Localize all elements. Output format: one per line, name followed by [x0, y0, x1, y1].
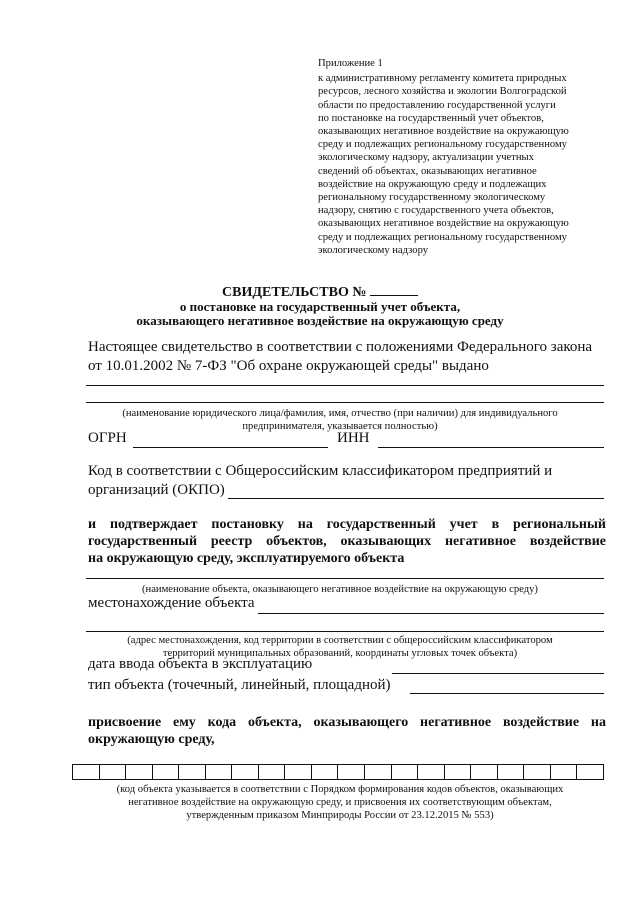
object-code-cell[interactable] [551, 765, 578, 779]
object-code-cell[interactable] [524, 765, 551, 779]
entity-field-line-2[interactable] [86, 402, 604, 403]
certificate-number-field[interactable] [370, 283, 418, 296]
appendix-block [318, 57, 608, 257]
object-code-cell[interactable] [418, 765, 445, 779]
appendix-line: по постановке на государственный учет объектов, [318, 112, 544, 124]
object-note: (наименование объекта, оказывающего негативное воздействие на окружающую среду) [142, 584, 538, 595]
appendix-line: области по предоставлению государственной услуги [318, 99, 556, 111]
certificate-title-text: СВИДЕТЕЛЬСТВО № [222, 285, 367, 300]
object-code-cell[interactable] [100, 765, 127, 779]
appendix-line: среду и подлежащих региональному государственному [318, 139, 567, 151]
object-code-cell[interactable] [259, 765, 286, 779]
location-field-line-2[interactable] [86, 631, 604, 632]
object-code-cell[interactable] [73, 765, 100, 779]
assignment-line-2: окружающую среду, [88, 732, 215, 747]
appendix-line: экологическому надзору, актуализации учетных [318, 152, 534, 164]
object-type-label: тип объекта (точечный, линейный, площадной) [88, 677, 391, 693]
ogrn-field[interactable] [133, 447, 328, 448]
confirms-line-1: и подтверждает постановку на государственный учет в региональный [88, 517, 606, 532]
inn-field[interactable] [378, 447, 604, 448]
object-code-cell[interactable] [232, 765, 259, 779]
appendix-line: экологическому надзору [318, 244, 429, 256]
confirms-line-3: на окружающую среду, эксплуатируемого объекта [88, 551, 405, 566]
object-code-cell[interactable] [179, 765, 206, 779]
object-code-cell[interactable] [471, 765, 498, 779]
appendix-line: к административному регламенту комитета природных [318, 73, 567, 85]
object-code-cell[interactable] [126, 765, 153, 779]
okpo-field[interactable] [228, 498, 604, 499]
appendix-line: надзору, снятию с государственного учета объектов, [318, 205, 554, 217]
code-note-line-3: утвержденным приказом Минприроды России от 23.12.2015 № 553) [186, 810, 494, 821]
appendix-heading: Приложение 1 [318, 58, 383, 69]
object-code-cell[interactable] [206, 765, 233, 779]
appendix-line: оказывающих негативное воздействие на окружающую [318, 126, 569, 138]
commission-date-field[interactable] [392, 673, 604, 674]
entity-note-line-1: (наименование юридического лица/фамилия, имя, отчество (при наличии) для индивидуального [122, 408, 558, 419]
location-field-line-1[interactable] [258, 613, 604, 614]
appendix-line: ресурсов, лесного хозяйства и экологии Волгоградской [318, 86, 567, 98]
entity-field-line-1[interactable] [86, 385, 604, 386]
object-code-cell[interactable] [153, 765, 180, 779]
ogrn-label: ОГРН [88, 430, 127, 446]
object-type-field[interactable] [410, 693, 604, 694]
entity-note-line-2: предпринимателя, указывается полностью) [242, 421, 438, 432]
appendix-line: среду и подлежащих региональному государственному [318, 231, 567, 243]
appendix-line: воздействие на окружающую среду и подлежащих [318, 178, 547, 190]
object-code-cell[interactable] [498, 765, 525, 779]
appendix-line: сведений об объектах, оказывающих негативное [318, 165, 537, 177]
okpo-line-2: организаций (ОКПО) [88, 482, 225, 498]
object-code-cell[interactable] [312, 765, 339, 779]
appendix-line: оказывающих негативное воздействие на окружающую [318, 218, 569, 230]
title-subline-1: о постановке на государственный учет объекта, [179, 299, 461, 314]
address-note-line-2: территорий муниципальных образований, координаты угловых точек объекта) [162, 648, 518, 659]
code-note-line-1: (код объекта указывается в соответствии с Порядком формирования кодов объектов, оказывающих [116, 784, 564, 795]
okpo-line-1: Код в соответствии с Общероссийским классификатором предприятий и [88, 463, 553, 479]
object-code-cell[interactable] [577, 765, 603, 779]
object-code-cell[interactable] [445, 765, 472, 779]
location-label: местонахождение объекта [88, 595, 255, 611]
appendix-line: региональному государственному экологическому [318, 192, 546, 204]
object-code-cell[interactable] [285, 765, 312, 779]
object-code-cell[interactable] [392, 765, 419, 779]
object-name-field[interactable] [86, 578, 604, 579]
inn-label: ИНН [337, 430, 370, 446]
address-note-line-1: (адрес местонахождения, код территории в соответствии с общероссийским классификатором [127, 635, 553, 646]
intro-line-2: от 10.01.2002 № 7-ФЗ "Об охране окружающей среды" выдано [88, 358, 489, 374]
code-note-line-2: негативное воздействие на окружающую среду, и присвоения их соответствующим объектам, [128, 797, 552, 808]
commission-date-label: дата ввода объекта в эксплуатацию [88, 656, 313, 672]
intro-line-1: Настоящее свидетельство в соответствии с положениями Федерального закона [88, 339, 593, 355]
object-code-cell[interactable] [338, 765, 365, 779]
confirms-line-2: государственный реестр объектов, оказывающих негативное воздействие [88, 534, 606, 549]
assignment-line-1: присвоение ему кода объекта, оказывающего негативное воздействие на [88, 715, 606, 730]
title-subline-2: оказывающего негативное воздействие на окружающую среду [136, 313, 504, 328]
object-code-grid[interactable] [72, 764, 604, 780]
object-code-cell[interactable] [365, 765, 392, 779]
